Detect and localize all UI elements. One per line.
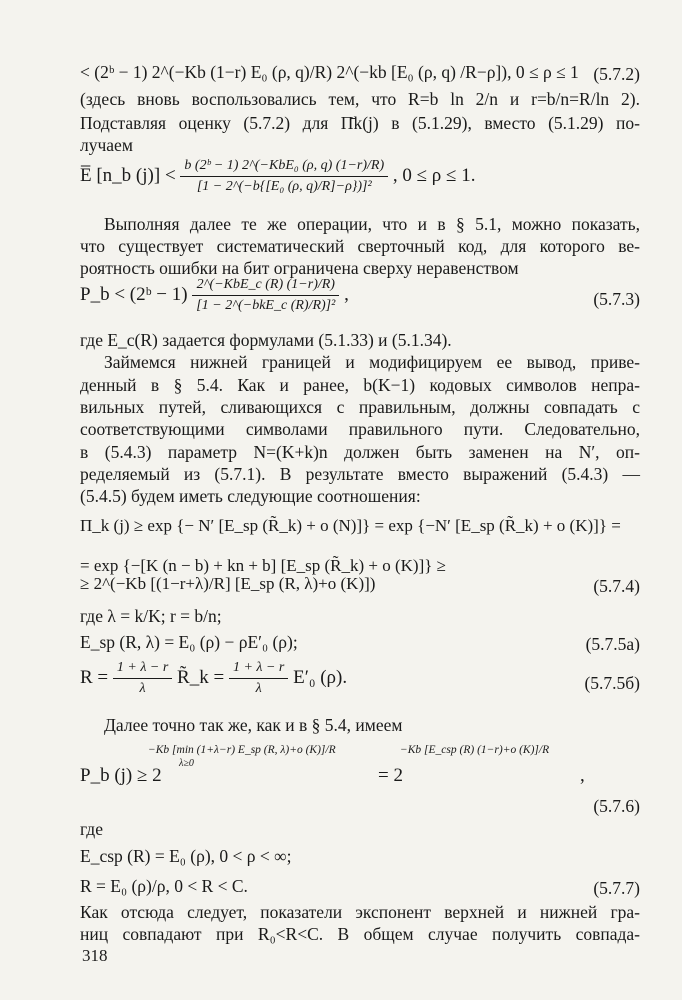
equation-number: (5.7.3) [593, 289, 640, 309]
equation-5-7-4-line: = exp {−[K (n − b) + kn + b] [E_sp (R̃_k) + o (K)]} ≥ [80, 556, 446, 575]
text-line: где λ = k/K; r = b/n; [80, 606, 222, 626]
text-line: где [80, 819, 103, 839]
text-line: денный в § 5.4. Как и ранее, b(K−1) кодовых символов непра- [80, 375, 640, 395]
equation-5-7-4-line: Π_k (j) ≥ exp {− N′ [E_sp (R̃_k) + o (N)]} = exp {−N′ [E_sp (R̃_k) + o (K)]} = [80, 516, 621, 535]
text-line: лучаем [80, 135, 133, 155]
equation-5-7-3: P_b < (2ᵇ − 1) $\frac{\text{2\textasciicircum{}(−KbE\_c (R) (1−r)/R)}}{\text{[1 − 2\textasciicircum{}(−bkE\_c (R)/R)]²}}$ , [80, 277, 349, 313]
text-line: (5.4.5) будем иметь следующие соотношения: [80, 486, 421, 506]
equation-number: (5.7.7) [593, 878, 640, 898]
equation-number: (5.7.2) [593, 64, 640, 84]
text-line: вильных путей, сливающихся с правильным, должны совпадать с [80, 397, 640, 417]
equation-number: (5.7.5б) [584, 673, 640, 693]
equation-number: (5.7.6) [593, 796, 640, 816]
equation-5-7-2: < (2ᵇ − 1) 2^(−Kb (1−r) E₀ (ρ, q)/R) 2^(−kb [E₀ (ρ, q) /R−ρ]), 0 ≤ ρ ≤ 1 [80, 62, 579, 82]
text-line: Выполняя далее те же операции, что и в § 5.1, можно показать, [104, 214, 640, 234]
equation-5-7-6-exponent: −Kb [E_csp (R) (1−r)+o (K)]/R [400, 744, 550, 756]
equation-5-7-5a: E_sp (R, λ) = E₀ (ρ) − ρE′₀ (ρ); [80, 632, 298, 652]
text-line: Как отсюда следует, показатели экспонент верхней и нижней гра- [80, 902, 640, 922]
equation-5-7-6-rhs: = 2 [378, 765, 403, 786]
text-line: что существует систематический сверточный код, для которого ве- [80, 236, 640, 256]
equation-5-7-6-comma: , [580, 765, 585, 786]
equation-decoding-effort: E̅ [n_b (j)] < $\frac{\text{b (2ᵇ − 1) 2\textasciicircum{}(−KbE₀ (ρ, q) (1−r)/R)}}{\text{[1 − 2\textasciicircum{}(−b\{[E₀ (ρ, q)/R]−ρ\})]²}}$ , 0 ≤ ρ ≤ 1. [80, 158, 476, 194]
equation-5-7-6-lhs: P_b (j) ≥ 2 [80, 765, 162, 786]
text-line: роятность ошибки на бит ограничена сверху неравенством [80, 258, 519, 278]
equation-5-7-5b: R = $\frac{1 + \lambda - r}{\lambda}$ R̃_k = $\frac{1 + \lambda - r}{\lambda}$ E′₀ (ρ). [80, 660, 348, 696]
equation-5-7-6-min-subscript: λ≥0 [179, 758, 194, 769]
text-line: Подставляя оценку (5.7.2) для Π̄k(j) в (5.1.29), вместо (5.1.29) по- [80, 113, 640, 133]
equation-5-7-7-line: E_csp (R) = E₀ (ρ), 0 < ρ < ∞; [80, 846, 292, 866]
equation-5-7-6-exponent: −Kb [min (1+λ−r) E_sp (R, λ)+o (K)]/R [148, 744, 336, 756]
equation-5-7-4-line: ≥ 2^(−Kb [(1−r+λ)/R] [E_sp (R, λ)+o (K)]) [80, 574, 376, 593]
equation-number: (5.7.5a) [585, 634, 640, 654]
page-number: 318 [82, 946, 108, 965]
text-line: ниц совпадают при R₀<R<C. В общем случае получить совпада- [80, 924, 640, 944]
text-line: где E_c(R) задается формулами (5.1.33) и (5.1.34). [80, 330, 452, 350]
equation-number: (5.7.4) [593, 576, 640, 596]
text-line: Займемся нижней границей и модифицируем ее вывод, приве- [104, 352, 640, 372]
equation-5-7-7-line: R = E₀ (ρ)/ρ, 0 < R < C. [80, 876, 248, 896]
text-line: ределяемый из (5.7.1). В результате вместо выражений (5.4.3) — [80, 464, 640, 484]
text-line: (здесь вновь воспользовались тем, что R=b ln 2/n и r=b/n=R/ln 2). [80, 89, 640, 109]
text-line: соответствующими символами правильного пути. Следовательно, [80, 419, 640, 439]
text-line: Далее точно так же, как и в § 5.4, имеем [104, 715, 403, 735]
text-line: в (5.4.3) параметр N=(K+k)n должен быть заменен на N′, оп- [80, 442, 640, 462]
